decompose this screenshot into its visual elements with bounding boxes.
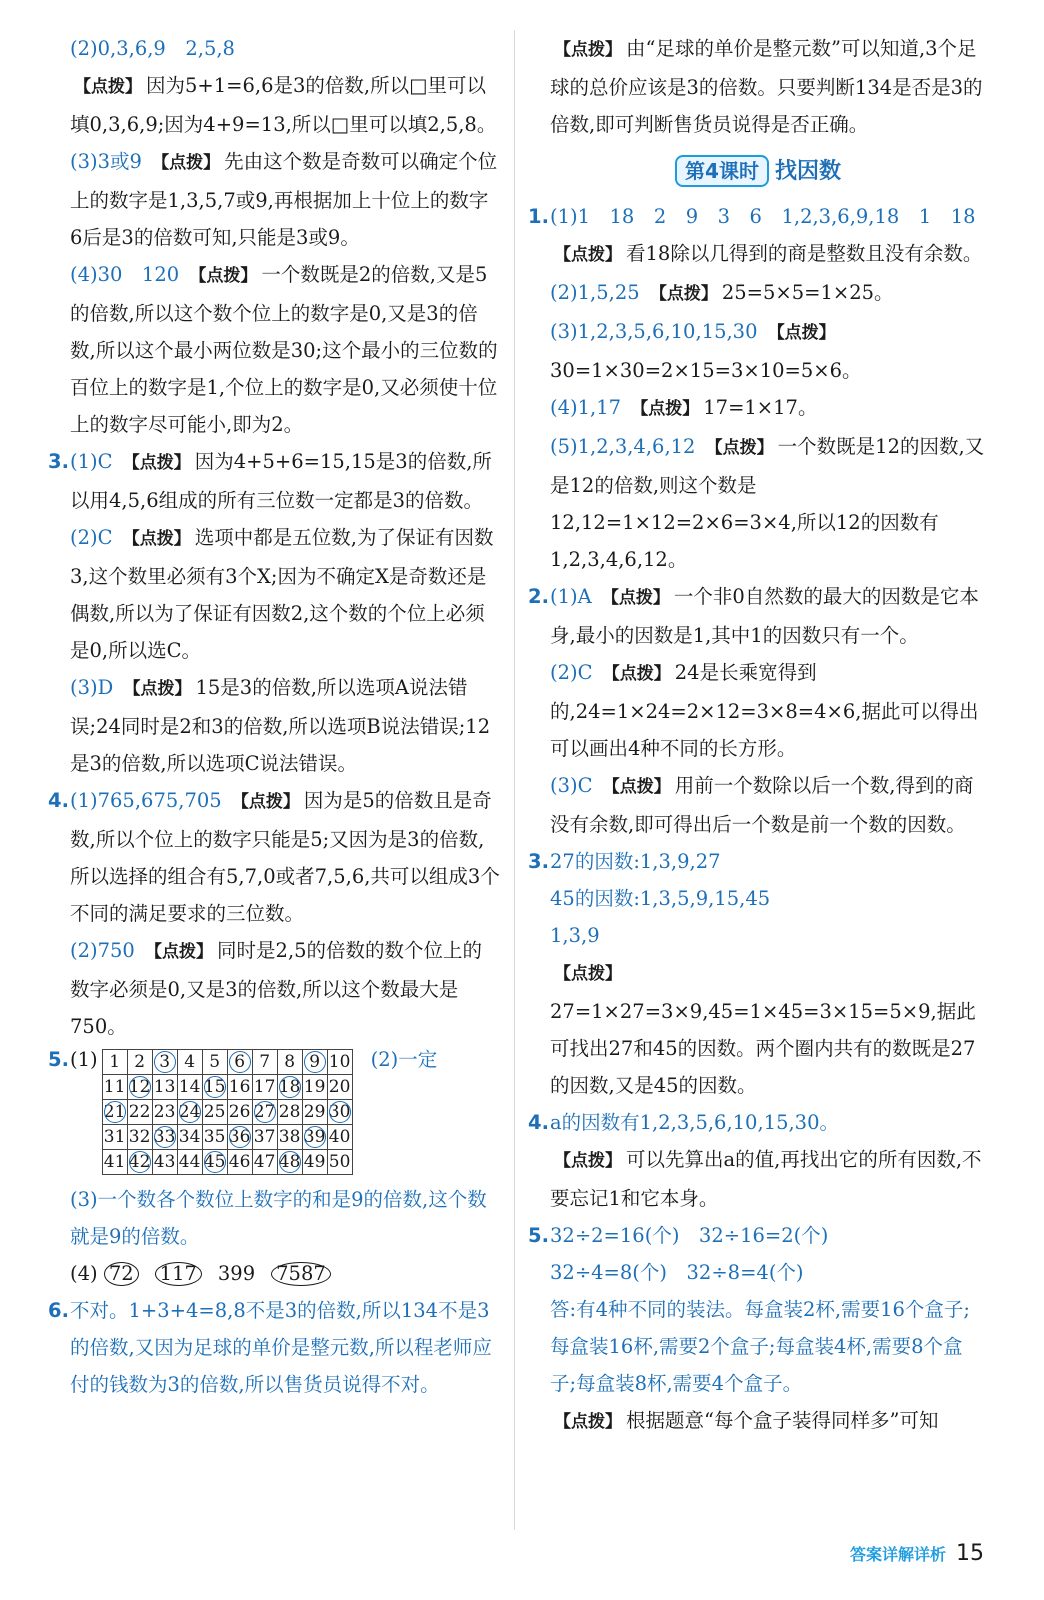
circle-mark (204, 1151, 226, 1173)
r-question-5-tip: 【点拨】 根据题意“每个盒子装得同样多”可知 (554, 1409, 939, 1432)
grid-cell: 30 (327, 1100, 352, 1125)
grid-cell: 26 (227, 1100, 252, 1125)
grid-cell: 8 (277, 1050, 302, 1075)
grid-cell: 38 (277, 1125, 302, 1150)
grid-cell: 11 (102, 1075, 127, 1100)
grid-cell: 10 (327, 1050, 352, 1075)
lesson-badge: 第4课时 (675, 155, 769, 187)
grid-cell: 3 (152, 1050, 177, 1075)
grid-cell: 37 (252, 1125, 277, 1150)
grid-cell: 34 (177, 1125, 202, 1150)
grid-cell: 47 (252, 1150, 277, 1175)
r-question-2-3: (3)C 【点拨】 用前一个数除以后一个数,得到的商没有余数,即可得出后一个数是前一个数的因数。 (550, 774, 974, 836)
grid-cell: 9 (302, 1050, 327, 1075)
question-4-1: 4.(1)765,675,705 【点拨】 因为是5的倍数且是奇数,所以个位上的数字只能是5;又因为是3的倍数,所以选择的组合有5,7,0或者7,5,6,共可以组成3个不同的满足要求的三位数。 (48, 789, 500, 925)
r-question-4: 4.a的因数有1,2,3,5,6,10,15,30。 (528, 1111, 839, 1134)
circle-mark (254, 1101, 276, 1123)
circle-mark (204, 1076, 226, 1098)
r-question-1-2: (2)1,5,25 【点拨】 25=5×5=1×25。 (550, 281, 894, 304)
grid-cell: 20 (327, 1075, 352, 1100)
circle-mark (129, 1151, 151, 1173)
lesson-title: 找因数 (774, 159, 841, 184)
column-divider (514, 30, 515, 1530)
r-question-3-tip: 【点拨】27=1×27=3×9,45=1×45=3×15=5×9,据此可找出27和45的因数。两个圈内共有的数既是27的因数,又是45的因数。 (550, 964, 976, 1097)
grid-cell: 24 (177, 1100, 202, 1125)
grid-cell: 19 (302, 1075, 327, 1100)
r-question-3-b: 45的因数:1,3,5,9,15,45 (550, 887, 771, 910)
circled-number: 399 (217, 1262, 256, 1285)
item-2-3: (3)3或9 【点拨】 先由这个数是奇数可以确定个位上的数字是1,3,5,7或9,再根据加上十位上的数字6后是3的倍数可知,只能是3或9。 (70, 150, 498, 249)
circle-mark (304, 1051, 326, 1073)
grid-cell: 50 (327, 1150, 352, 1175)
circled-number: 72 (104, 1262, 139, 1286)
grid-cell: 39 (302, 1125, 327, 1150)
grid-cell: 44 (177, 1150, 202, 1175)
grid-cell: 49 (302, 1150, 327, 1175)
question-5-4: (4) 72 117 399 7587 (48, 1255, 500, 1292)
question-6: 6.不对。1+3+4=8,8不是3的倍数,所以134不是3的倍数,又因为足球的单价是整元数,所以程老师应付的钱数为3的倍数,所以售货员说得不对。 (48, 1299, 492, 1396)
circle-mark (229, 1126, 251, 1148)
grid-cell: 33 (152, 1125, 177, 1150)
grid-cell: 14 (177, 1075, 202, 1100)
question-3-2: (2)C 【点拨】 选项中都是五位数,为了保证有因数3,这个数里必须有3个X;因为不确定X是奇数还是偶数,所以为了保证有因数2,这个数的个位上必须是0,所以选C。 (70, 526, 494, 662)
grid-cell: 45 (202, 1150, 227, 1175)
grid-cell: 16 (227, 1075, 252, 1100)
r-question-5-b: 32÷4=8(个) 32÷8=4(个) (550, 1261, 804, 1284)
lesson-heading (528, 153, 988, 190)
grid-cell: 25 (202, 1100, 227, 1125)
grid-cell: 42 (127, 1150, 152, 1175)
r-question-3-a: 3.27的因数:1,3,9,27 (528, 850, 721, 873)
grid-row (102, 1050, 352, 1075)
r-question-4-tip: 【点拨】 可以先算出a的值,再找出它的所有因数,不要忘记1和它本身。 (550, 1148, 982, 1210)
circle-mark (304, 1126, 326, 1148)
grid-cell: 23 (152, 1100, 177, 1125)
page-footer (850, 1541, 984, 1566)
grid-cell: 6 (227, 1050, 252, 1075)
circle-mark (154, 1051, 176, 1073)
grid-cell: 46 (227, 1150, 252, 1175)
grid-cell: 5 (202, 1050, 227, 1075)
grid-row (102, 1125, 352, 1150)
grid-row (102, 1150, 352, 1175)
page-number: 15 (956, 1541, 984, 1566)
grid-cell: 35 (202, 1125, 227, 1150)
circled-numbers (104, 1262, 347, 1285)
r-question-5-c: 答:有4种不同的装法。每盒装2杯,需要16个盒子;每盒装16杯,需要2个盒子;每盒装4杯,需要8个盒子;每盒装8杯,需要4个盒子。 (550, 1298, 970, 1395)
grid-cell: 36 (227, 1125, 252, 1150)
grid-row (102, 1100, 352, 1125)
grid-cell: 27 (252, 1100, 277, 1125)
grid-cell: 28 (277, 1100, 302, 1125)
question-4-2: (2)750 【点拨】 同时是2,5的倍数的数个位上的数字必须是0,又是3的倍数,所以这个数最大是750。 (70, 939, 483, 1038)
r-question-1-1-tip: 【点拨】 看18除以几得到的商是整数且没有余数。 (554, 242, 983, 265)
circle-mark (154, 1126, 176, 1148)
grid-cell: 12 (127, 1075, 152, 1100)
question-6-tip: 【点拨】 由“足球的单价是整元数”可以知道,3个足球的总价应该是3的倍数。只要判断134是否是3的倍数,即可判断售货员说得是否正确。 (550, 37, 983, 136)
circled-number: 117 (155, 1262, 202, 1286)
circle-mark (104, 1101, 126, 1123)
circle-mark (279, 1076, 301, 1098)
circle-mark (179, 1101, 201, 1123)
circled-number: 7587 (271, 1262, 331, 1286)
r-question-5-a: 5.32÷2=16(个) 32÷16=2(个) (528, 1224, 829, 1247)
r-question-2-1: 2.(1)A 【点拨】 一个非0自然数的最大的因数是它本身,最小的因数是1,其中1的因数只有一个。 (528, 585, 979, 647)
r-question-1-4: (4)1,17 【点拨】 17=1×17。 (550, 396, 818, 419)
grid-cell: 7 (252, 1050, 277, 1075)
circle-mark (329, 1101, 351, 1123)
item-2-2: (2)0,3,6,9 2,5,8 (70, 37, 235, 60)
grid-cell: 40 (327, 1125, 352, 1150)
number-grid (102, 1049, 353, 1175)
grid-cell: 4 (177, 1050, 202, 1075)
circle-mark (229, 1051, 251, 1073)
r-question-1-5: (5)1,2,3,4,6,12 【点拨】 一个数既是12的因数,又是12的倍数,则这个数是12,12=1×12=2×6=3×4,所以12的因数有1,2,3,4,6,12。 (550, 435, 985, 571)
grid-cell: 21 (102, 1100, 127, 1125)
question-3-1: 3.(1)C 【点拨】 因为4+5+6=15,15是3的倍数,所以用4,5,6组成的所有三位数一定都是3的倍数。 (48, 450, 492, 512)
footer-label: 答案详解详析 (849, 1545, 946, 1564)
grid-cell: 2 (127, 1050, 152, 1075)
grid-cell: 13 (152, 1075, 177, 1100)
grid-cell: 1 (102, 1050, 127, 1075)
grid-cell: 15 (202, 1075, 227, 1100)
grid-cell: 43 (152, 1150, 177, 1175)
grid-cell: 29 (302, 1100, 327, 1125)
r-question-1-3: (3)1,2,3,5,6,10,15,30 【点拨】30=1×30=2×15=3×10=5×6。 (550, 320, 862, 382)
left-column (48, 30, 500, 1403)
grid-cell: 31 (102, 1125, 127, 1150)
right-column (528, 30, 988, 1441)
question-3-3: (3)D 【点拨】 15是3的倍数,所以选项A说法错误;24同时是2和3的倍数,所以选项B说法错误;12是3的倍数,所以选项C说法错误。 (70, 676, 491, 775)
grid-row (102, 1075, 352, 1100)
circle-mark (279, 1151, 301, 1173)
grid-cell: 17 (252, 1075, 277, 1100)
grid-cell: 22 (127, 1100, 152, 1125)
grid-cell: 48 (277, 1150, 302, 1175)
item-2-4: (4)30 120 【点拨】 一个数既是2的倍数,又是5的倍数,所以这个数个位上的数字是0,又是3的倍数,所以这个最小两位数是30;这个最小的三位数的百位上的数字是1,个位上的数字是0,又必须使十位上的数字尽可能小,即为2。 (70, 263, 498, 436)
grid-cell: 32 (127, 1125, 152, 1150)
grid-cell: 41 (102, 1150, 127, 1175)
r-question-2-2: (2)C 【点拨】 24是长乘宽得到的,24=1×24=2×12=3×8=4×6,据此可以得出可以画出4种不同的长方形。 (550, 661, 979, 760)
item-2-2-tip: 【点拨】 因为5+1=6,6是3的倍数,所以□里可以填0,3,6,9;因为4+9=13,所以□里可以填2,5,8。 (70, 74, 497, 136)
grid-cell: 18 (277, 1075, 302, 1100)
circle-mark (129, 1076, 151, 1098)
r-question-1-1: 1.(1)1 18 2 9 3 6 1,2,3,6,9,18 1 18 (528, 205, 976, 228)
question-5-1: 5. (1) 1 2 3 4 5 6 7 8 9 10 11 12 13 14 15 16 17 18 19 20 21 22 23 24 25 26 27 28 29 30 31 32 33 34 35 36 37 38 39 40 41 42 43 44 45 46 47 48 49 50 (2)一定 (48, 1049, 500, 1175)
question-5-3: (3)一个数各个数位上数字的和是9的倍数,这个数就是9的倍数。 (70, 1188, 487, 1248)
r-question-3-c: 1,3,9 (550, 924, 600, 947)
